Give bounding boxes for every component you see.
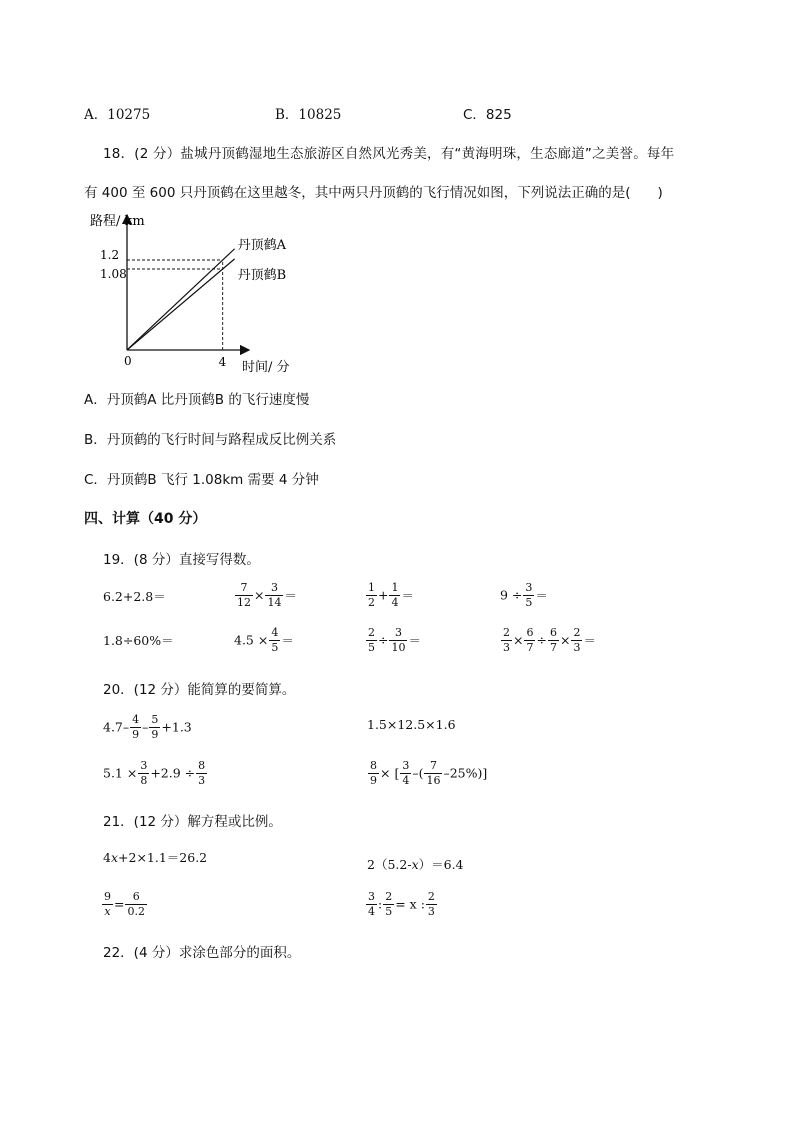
q21-equation-1: 4x+2×1.1＝26.2 [103,850,208,865]
q19-expr-7: $\frac{2}{5}$ ÷ $\frac{3}{10}$ ＝ [368,626,421,654]
x-axis-label: 时间/ 分 [242,360,290,375]
section-4-title: 四、计算（40 分） [84,511,207,527]
q19-expr-5: 1.8÷60%＝ [103,633,174,648]
q18-option-a: A．丹顶鹤A 比丹顶鹤B 的飞行速度慢 [84,392,310,408]
q19-expr-3: $\frac{1}{2}$ + $\frac{1}{4}$ ＝ [368,581,414,609]
q17-option-c: C．825 [463,107,512,123]
q18-stem-line1: 18．(2 分）盐城丹顶鹤湿地生态旅游区自然风光秀美，有“黄海明珠，生态廊道”之美誉。每年 [103,146,675,162]
series-line-0 [127,249,235,350]
y-tick-label-1: 1.2 [100,248,120,262]
q19-expr-2: $\frac{7}{12}$ × $\frac{3}{14}$ ＝ [237,581,297,609]
q20-expr-4: $\frac{8}{9}$ × [ $\frac{3}{4}$ –( $\frac{7}{16}$ –25%)] [370,759,488,787]
q21-equation-3: $\frac{9}{x}$ = $\frac{6}{0.2}$ [104,890,145,918]
series-label-0: 丹顶鹤A [237,237,287,253]
q18-flight-chart [84,205,324,380]
q21-title: 21．(12 分）解方程或比例。 [103,814,282,830]
q20-expr-3: 5.1 × $\frac{3}{8}$ +2.9 ÷ $\frac{8}{3}$ [103,759,206,787]
q21-equation-4: $\frac{3}{4}$ : $\frac{2}{5}$ = x : $\frac{2}{3}$ [368,890,435,918]
q19-title: 19．(8 分）直接写得数。 [103,552,260,568]
q19-expr-8: $\frac{2}{3}$ × $\frac{6}{7}$ ÷ $\frac{6}{7}$ × $\frac{2}{3}$ ＝ [503,626,596,654]
q18-option-b: B．丹顶鹤的飞行时间与路程成反比例关系 [84,432,337,448]
q21-equation-2: 2（5.2-x）＝6.4 [367,857,464,872]
series-label-1: 丹顶鹤B [237,267,287,283]
y-axis-label: 路程/ km [90,214,145,229]
q19-expr-1: 6.2+2.8＝ [103,589,166,604]
q17-option-a: A．10275 [84,107,151,123]
q20-expr-2: 1.5×12.5×1.6 [367,717,456,732]
q18-stem-line2: 有 400 至 600 只丹顶鹤在这里越冬，其中两只丹顶鹤的飞行情况如图，下列说法正确的是( ) [84,185,663,201]
y-tick-label-0: 1.08 [100,267,127,281]
q19-expr-6: 4.5 × $\frac{4}{5}$ ＝ [234,626,294,654]
x-tick-label-0: 4 [218,355,227,369]
q17-option-b: B．10825 [275,107,342,123]
origin-label: 0 [124,354,132,368]
q19-expr-4: 9 ÷ $\frac{3}{5}$ ＝ [500,581,548,609]
q18-option-c: C．丹顶鹤B 飞行 1.08km 需要 4 分钟 [84,472,319,488]
q20-title: 20．(12 分）能简算的要简算。 [103,682,296,698]
q20-expr-1: 4.7– $\frac{4}{9}$ – $\frac{5}{9}$ +1.3 [103,713,192,741]
q22-title: 22．(4 分）求涂色部分的面积。 [103,945,301,961]
series-line-1 [127,259,235,350]
